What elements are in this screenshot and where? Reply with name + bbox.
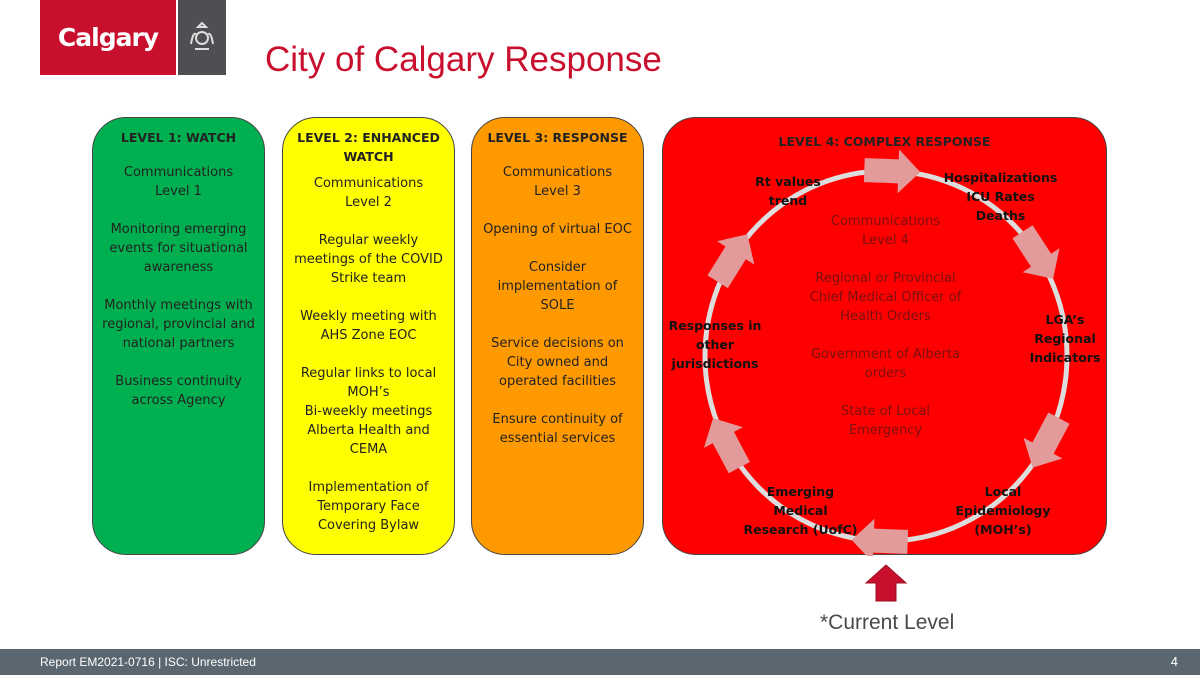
- level-heading: LEVEL 4: COMPLEX RESPONSE: [778, 134, 991, 149]
- calgary-logo: [40, 0, 176, 75]
- footer-bar: [0, 649, 1200, 675]
- cycle-node-hospitalizations: Hospitalizations ICU Rates Deaths: [943, 170, 1058, 223]
- level-item: Weekly meeting with AHS Zone EOC: [300, 309, 437, 343]
- cycle-node-jurisdictions: Responses in other jurisdictions: [668, 318, 762, 371]
- level-item: Regular weekly meetings of the COVID Strike team: [294, 233, 443, 286]
- level-item: Communications Level 3: [502, 165, 613, 199]
- level-item: Ensure continuity of essential services: [492, 412, 623, 446]
- level-item: Regional or Provincial Chief Medical Officer of Health Orders: [809, 271, 962, 324]
- level-item: Communications Level 2: [313, 176, 424, 210]
- page-number: 4: [1170, 654, 1178, 669]
- report-id: Report EM2021-0716 | ISC: Unrestricted: [40, 655, 256, 669]
- cycle-arrow-icon: [1013, 408, 1078, 478]
- level-heading: LEVEL 1: WATCH: [120, 130, 237, 145]
- cycle-node-research: Emerging Medical Research (UofC): [743, 484, 858, 537]
- level-item: Government of Alberta orders: [810, 347, 961, 381]
- logo-text: Calgary: [57, 23, 159, 52]
- level-heading: LEVEL 2: ENHANCED WATCH: [297, 130, 440, 164]
- level-4-items: [808, 212, 963, 459]
- coat-of-arms-icon: [178, 0, 226, 75]
- level-item: Business continuity across Agency: [115, 374, 242, 408]
- level-item: Service decisions on City owned and operated facilities: [491, 336, 624, 389]
- level-item: State of Local Emergency: [841, 404, 930, 438]
- level-heading: LEVEL 3: RESPONSE: [487, 130, 628, 145]
- level-item: Opening of virtual EOC: [483, 222, 632, 237]
- cycle-arrow-icon: [699, 223, 766, 294]
- cycle-arrow-icon: [694, 408, 759, 478]
- page-title: City of Calgary Response: [265, 40, 662, 79]
- level-item: Communications Level 4: [830, 214, 941, 248]
- cycle-arrow-icon: [851, 518, 909, 556]
- level-item: Regular links to local MOH’s Bi-weekly meetings Alberta Health and CEMA: [300, 366, 437, 457]
- level-item: Communications Level 1: [123, 165, 234, 199]
- level-item: Implementation of Temporary Face Covering Bylaw: [308, 480, 429, 533]
- current-level-arrow-icon: [864, 563, 908, 603]
- level-3-card: [471, 117, 644, 555]
- cycle-arrow-icon: [1004, 220, 1071, 291]
- level-item: Consider implementation of SOLE: [497, 260, 618, 313]
- level-2-card: [282, 117, 455, 555]
- cycle-arrow-icon: [864, 148, 922, 194]
- level-4-card: [662, 117, 1107, 555]
- cycle-node-lga: LGA’s Regional Indicators: [1029, 312, 1101, 365]
- current-level-label: *Current Level: [820, 611, 955, 634]
- level-item: Monthly meetings with regional, provincial and national partners: [102, 298, 255, 351]
- cycle-node-epidemiology: Local Epidemiology (MOH’s): [955, 484, 1051, 537]
- level-item: Monitoring emerging events for situational awareness: [109, 222, 248, 275]
- level-1-card: [92, 117, 265, 555]
- cycle-node-rt: Rt values trend: [755, 174, 821, 208]
